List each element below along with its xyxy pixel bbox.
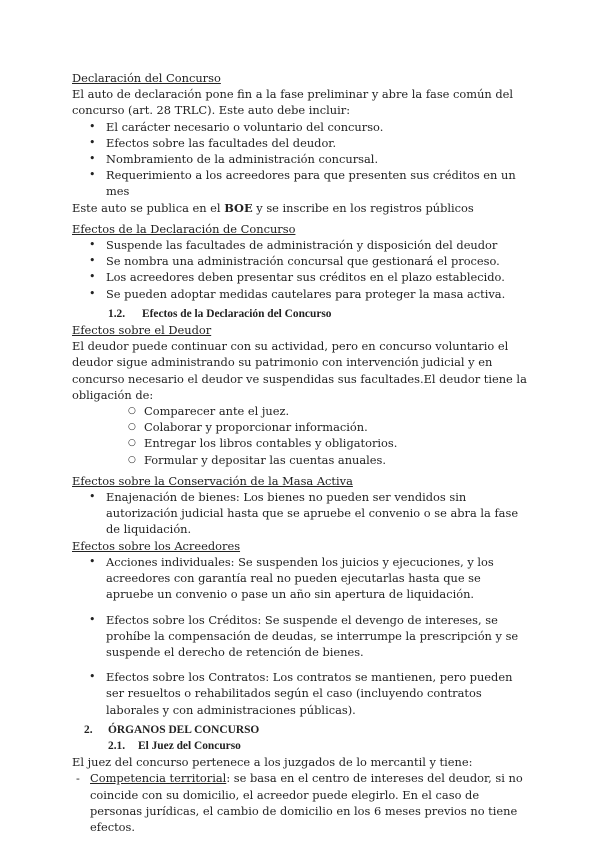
list-item: ○ Comparecer ante el juez. — [72, 403, 532, 419]
section-heading-acreedores: Efectos sobre los Acreedores — [72, 538, 241, 553]
list-item: ○ Formular y depositar las cuentas anuales. — [72, 452, 532, 468]
list-item: • Efectos sobre los Contratos: Los contratos se mantienen, pero pueden ser resueltos o rehabilitados según el caso (incluyendo contratos laborales y con administraciones públicas). — [72, 669, 532, 718]
section-heading-organos — [72, 722, 532, 738]
paragraph: El deudor puede continuar con su actividad, pero en concurso voluntario el deudor sigue administrando su patrimonio con intervención judicial y en concurso necesario el deudor ve suspendidas sus facultades.El deudor tiene la obligación de: — [72, 339, 527, 402]
bullet-list — [72, 119, 532, 200]
section-heading-deudor: Efectos sobre el Deudor — [72, 323, 212, 338]
heading-number: 2.1. — [108, 739, 126, 752]
bullet-list — [72, 554, 532, 718]
bullet-list — [72, 237, 532, 302]
boe-text: BOE — [224, 200, 253, 215]
section-heading-efectos: Efectos de la Declaración de Concurso — [72, 221, 296, 236]
list-item: • El carácter necesario o voluntario del concurso. — [72, 119, 532, 135]
list-item: • Suspende las facultades de administración y disposición del deudor — [72, 237, 532, 253]
list-item — [72, 770, 532, 835]
text: Este auto se publica en el — [72, 200, 225, 215]
heading-title: El Juez del Concurso — [138, 739, 241, 752]
dash-list — [72, 770, 532, 835]
list-item: • Requerimiento a los acreedores para que presenten sus créditos en un mes — [72, 167, 532, 199]
list-item: • Nombramiento de la administración concursal. — [72, 151, 532, 167]
subsection-heading-juez — [72, 738, 532, 754]
bullet-list — [72, 489, 532, 538]
heading-number: 1.2. — [108, 307, 126, 320]
list-item: • Efectos sobre las facultades del deudor. — [72, 135, 532, 151]
section-heading-declaracion: Declaración del Concurso — [72, 71, 221, 85]
paragraph: El juez del concurso pertenece a los juzgados de lo mercantil y tiene: — [72, 755, 473, 770]
list-item: • Los acreedores deben presentar sus créditos en el plazo establecido. — [72, 269, 532, 285]
heading-title: ÓRGANOS DEL CONCURSO — [108, 723, 260, 736]
list-item: • Efectos sobre los Créditos: Se suspende el devengo de intereses, se prohíbe la compensación de deudas, se interrumpe la prescripción y se suspende el derecho de retención de bienes. — [72, 612, 532, 661]
list-item: • Acciones individuales: Se suspenden los juicios y ejecuciones, y los acreedores con garantía real no pueden ejecutarlas hasta que se apruebe un convenio o pase un año sin apertura de liquidación. — [72, 554, 532, 603]
text: y se inscribe en los registros públicos — [252, 200, 474, 215]
term-text: : se basa en el centro de intereses del deudor, si no coincide con su domicilio, el acreedor puede elegirlo. En el caso de personas jurídicas, el cambio de domicilio en los 6 meses previos no tiene efectos. — [90, 771, 523, 834]
list-item: ○ Entregar los libros contables y obligatorios. — [72, 435, 532, 451]
document-page — [72, 70, 532, 835]
list-item: • Se nombra una administración concursal que gestionará el proceso. — [72, 253, 532, 269]
paragraph — [72, 200, 532, 216]
list-item: • Enajenación de bienes: Los bienes no pueden ser vendidos sin autorización judicial hasta que se apruebe el convenio o se abra la fase de liquidación. — [72, 489, 532, 538]
subsection-heading — [72, 306, 532, 322]
list-item: ○ Colaborar y proporcionar información. — [72, 419, 532, 435]
list-item: • Se pueden adoptar medidas cautelares para proteger la masa activa. — [72, 286, 532, 302]
heading-title: Efectos de la Declaración del Concurso — [142, 307, 332, 320]
circle-list — [72, 403, 532, 468]
heading-number: 2. — [84, 723, 93, 736]
paragraph: El auto de declaración pone fin a la fase preliminar y abre la fase común del concurso (art. 28 TRLC). Este auto debe incluir: — [72, 87, 514, 118]
term-label: Competencia territorial — [90, 771, 227, 786]
section-heading-masa-activa: Efectos sobre la Conservación de la Masa Activa — [72, 473, 353, 488]
